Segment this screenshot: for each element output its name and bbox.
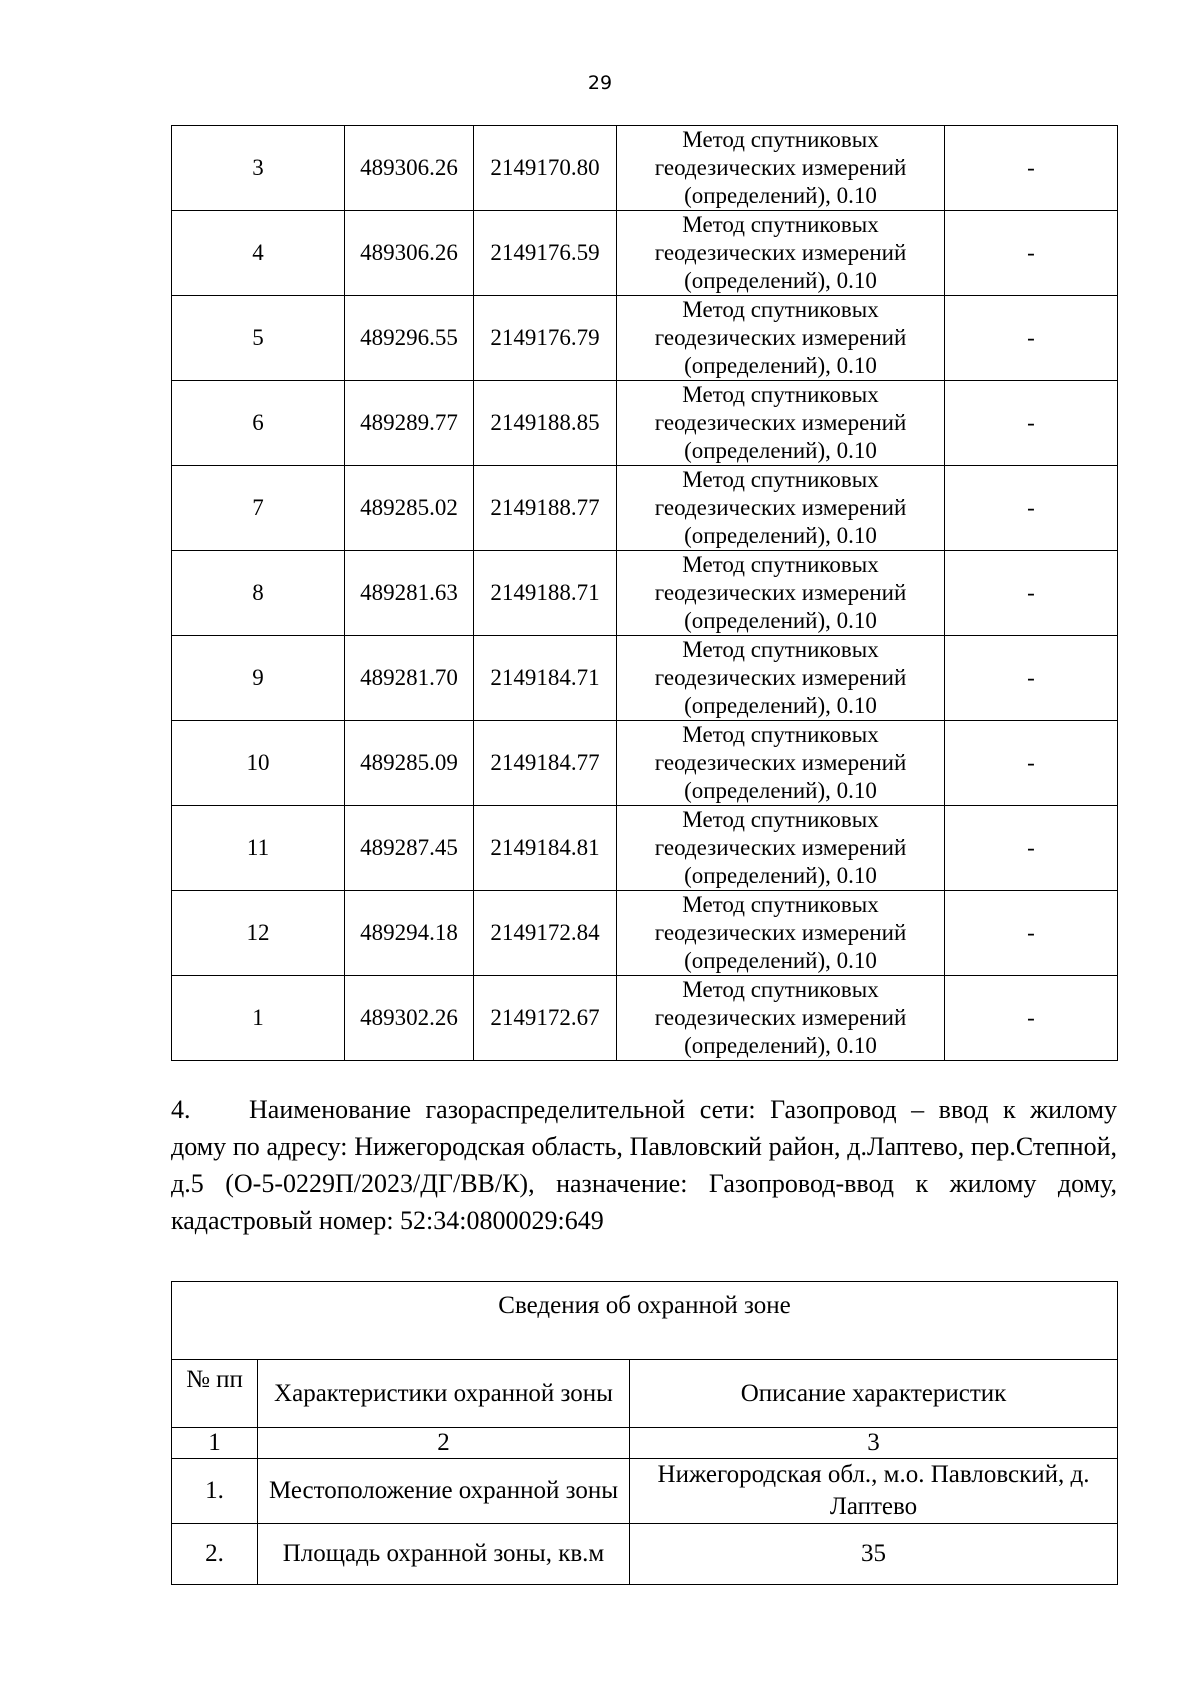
- table-row: [172, 1524, 1118, 1585]
- coordinate-x-cell: 489294.18: [345, 891, 474, 976]
- table-row: [172, 976, 1118, 1061]
- method-line: геодезических измерений: [654, 750, 907, 775]
- note-cell: -: [945, 636, 1118, 721]
- note-cell: -: [945, 381, 1118, 466]
- coordinate-x-cell: 489285.09: [345, 721, 474, 806]
- coordinate-x-cell: 489281.70: [345, 636, 474, 721]
- method-line: (определений), 0.10: [684, 778, 877, 803]
- method-line: (определений), 0.10: [684, 948, 877, 973]
- method-cell: [617, 636, 945, 721]
- protection-zone-table: [171, 1281, 1118, 1585]
- method-cell: [617, 126, 945, 211]
- note-cell: -: [945, 296, 1118, 381]
- coordinate-x-cell: 489285.02: [345, 466, 474, 551]
- table-row: [172, 381, 1118, 466]
- method-line: (определений), 0.10: [684, 438, 877, 463]
- method-cell: [617, 721, 945, 806]
- method-line: геодезических измерений: [654, 1005, 907, 1030]
- header-description: Описание характеристик: [630, 1360, 1118, 1428]
- method-cell: [617, 211, 945, 296]
- row-characteristic: Площадь охранной зоны, кв.м: [258, 1524, 630, 1585]
- table-row: [172, 721, 1118, 806]
- method-line: геодезических измерений: [654, 835, 907, 860]
- index-cell: 2: [258, 1428, 630, 1459]
- coordinates-table: [171, 125, 1118, 1061]
- method-line: Метод спутниковых: [682, 807, 879, 832]
- row-characteristic: Местоположение охранной зоны: [258, 1459, 630, 1524]
- point-number-cell: 10: [172, 721, 345, 806]
- table-row: [172, 891, 1118, 976]
- coordinate-x-cell: 489281.63: [345, 551, 474, 636]
- method-line: (определений), 0.10: [684, 1033, 877, 1058]
- note-cell: -: [945, 551, 1118, 636]
- section-4: [171, 1091, 1117, 1239]
- method-line: Метод спутниковых: [682, 212, 879, 237]
- method-line: Метод спутниковых: [682, 892, 879, 917]
- table-row: [172, 296, 1118, 381]
- note-cell: -: [945, 211, 1118, 296]
- method-line: геодезических измерений: [654, 410, 907, 435]
- coordinate-y-cell: 2149188.77: [474, 466, 617, 551]
- header-number: № пп: [172, 1360, 258, 1428]
- coordinate-y-cell: 2149176.79: [474, 296, 617, 381]
- row-number: 2.: [172, 1524, 258, 1585]
- coordinate-y-cell: 2149172.84: [474, 891, 617, 976]
- point-number-cell: 8: [172, 551, 345, 636]
- coordinate-y-cell: 2149188.85: [474, 381, 617, 466]
- coordinate-x-cell: 489289.77: [345, 381, 474, 466]
- method-line: Метод спутниковых: [682, 722, 879, 747]
- coordinate-y-cell: 2149184.81: [474, 806, 617, 891]
- note-cell: -: [945, 976, 1118, 1061]
- table-row: [172, 211, 1118, 296]
- method-cell: [617, 976, 945, 1061]
- table-row: [172, 551, 1118, 636]
- note-cell: -: [945, 126, 1118, 211]
- point-number-cell: 3: [172, 126, 345, 211]
- coordinate-x-cell: 489306.26: [345, 211, 474, 296]
- note-cell: -: [945, 891, 1118, 976]
- method-line: геодезических измерений: [654, 580, 907, 605]
- coordinate-y-cell: 2149184.77: [474, 721, 617, 806]
- point-number-cell: 4: [172, 211, 345, 296]
- method-line: Метод спутниковых: [682, 637, 879, 662]
- method-cell: [617, 551, 945, 636]
- method-line: Метод спутниковых: [682, 467, 879, 492]
- coordinate-x-cell: 489306.26: [345, 126, 474, 211]
- coordinate-x-cell: 489287.45: [345, 806, 474, 891]
- method-line: Метод спутниковых: [682, 552, 879, 577]
- coordinates-table-body: [172, 126, 1118, 1061]
- row-number: 1.: [172, 1459, 258, 1524]
- coordinate-y-cell: 2149176.59: [474, 211, 617, 296]
- coordinate-y-cell: 2149172.67: [474, 976, 617, 1061]
- table-row: [172, 466, 1118, 551]
- note-cell: -: [945, 466, 1118, 551]
- coordinate-y-cell: 2149188.71: [474, 551, 617, 636]
- section-text: Наименование газораспределительной сети: Газопровод – ввод к жилому дому по адресу: Нижегородская область, Павловский район, д.Лаптево, пер.Степной, д.5 (О-5-0229П/2023/ДГ/ВВ/К), назначение: Газопровод-ввод к жилому дому, кадастровый номер: 52:34:0800029:649: [171, 1095, 1117, 1235]
- note-cell: -: [945, 806, 1118, 891]
- method-line: Метод спутниковых: [682, 127, 879, 152]
- method-cell: [617, 806, 945, 891]
- point-number-cell: 11: [172, 806, 345, 891]
- method-line: (определений), 0.10: [684, 268, 877, 293]
- method-line: Метод спутниковых: [682, 977, 879, 1002]
- method-line: (определений), 0.10: [684, 353, 877, 378]
- method-line: Метод спутниковых: [682, 297, 879, 322]
- point-number-cell: 12: [172, 891, 345, 976]
- method-cell: [617, 296, 945, 381]
- method-line: геодезических измерений: [654, 920, 907, 945]
- method-line: (определений), 0.10: [684, 693, 877, 718]
- header-characteristics: Характеристики охранной зоны: [258, 1360, 630, 1428]
- method-line: (определений), 0.10: [684, 608, 877, 633]
- method-cell: [617, 466, 945, 551]
- coordinate-x-cell: 489296.55: [345, 296, 474, 381]
- table-row: [172, 126, 1118, 211]
- method-line: (определений), 0.10: [684, 523, 877, 548]
- method-cell: [617, 891, 945, 976]
- method-line: геодезических измерений: [654, 665, 907, 690]
- method-line: геодезических измерений: [654, 240, 907, 265]
- method-line: геодезических измерений: [654, 325, 907, 350]
- row-description: Нижегородская обл., м.о. Павловский, д. Лаптево: [630, 1459, 1118, 1524]
- point-number-cell: 1: [172, 976, 345, 1061]
- page-number: 29: [587, 72, 613, 94]
- index-cell: 3: [630, 1428, 1118, 1459]
- note-cell: -: [945, 721, 1118, 806]
- table-row: [172, 636, 1118, 721]
- method-line: Метод спутниковых: [682, 382, 879, 407]
- coordinate-y-cell: 2149170.80: [474, 126, 617, 211]
- method-line: геодезических измерений: [654, 155, 907, 180]
- index-cell: 1: [172, 1428, 258, 1459]
- method-line: геодезических измерений: [654, 495, 907, 520]
- row-description: 35: [630, 1524, 1118, 1585]
- method-cell: [617, 381, 945, 466]
- coordinate-x-cell: 489302.26: [345, 976, 474, 1061]
- method-line: (определений), 0.10: [684, 183, 877, 208]
- point-number-cell: 9: [172, 636, 345, 721]
- table-row: [172, 1459, 1118, 1524]
- method-line: (определений), 0.10: [684, 863, 877, 888]
- point-number-cell: 6: [172, 381, 345, 466]
- point-number-cell: 7: [172, 466, 345, 551]
- section-number: 4.: [171, 1095, 191, 1124]
- zone-table-title: Сведения об охранной зоне: [172, 1282, 1118, 1360]
- table-row: [172, 806, 1118, 891]
- point-number-cell: 5: [172, 296, 345, 381]
- coordinate-y-cell: 2149184.71: [474, 636, 617, 721]
